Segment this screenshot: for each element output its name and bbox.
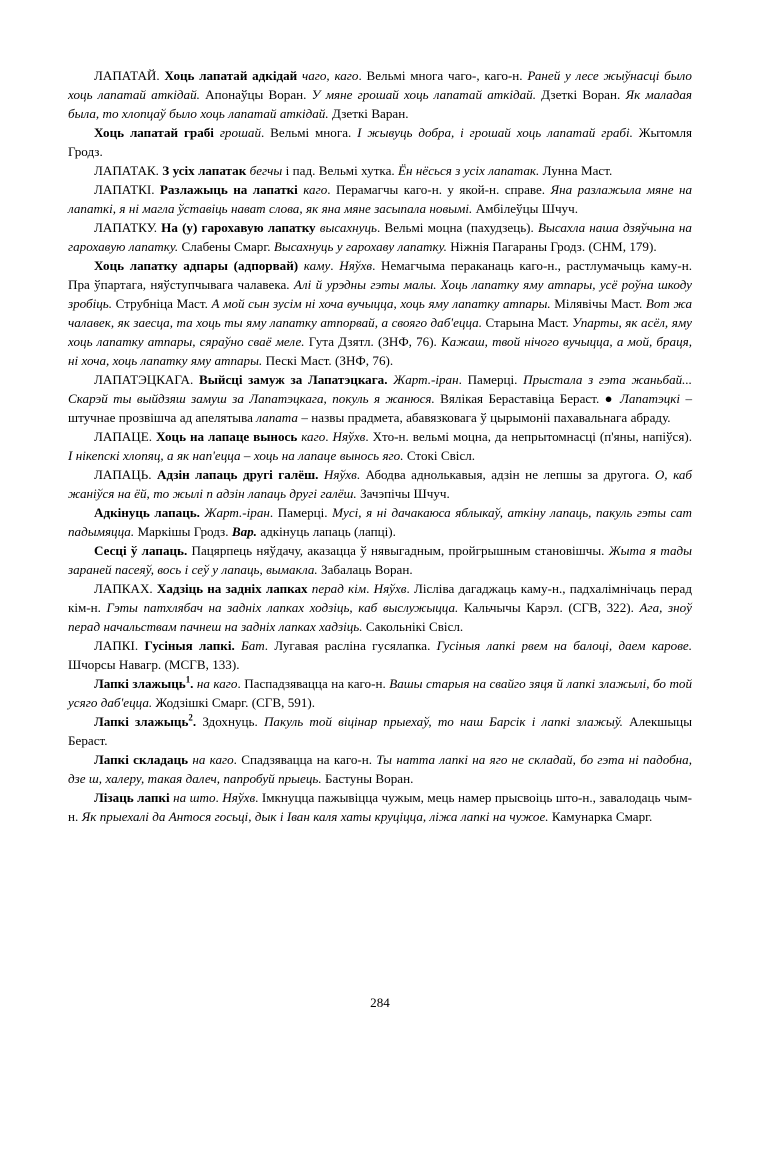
entry-run-cite: І жывуць добра, і грошай хоць лапатай грабі. <box>357 125 633 140</box>
dictionary-entry <box>68 370 692 427</box>
entry-run-gram: грошай <box>219 125 261 140</box>
entry-run-cite: Ага, зноў перад начальствам пачнеш на задніх лапках хадзіць. <box>68 600 692 634</box>
entry-run-src: Старына Маст. <box>481 315 573 330</box>
entry-run-headword: ЛАПКАХ. <box>94 581 157 596</box>
entry-run-cite: Лапатэцкі <box>619 391 681 406</box>
entry-run-src: Сакольнікі Свісл. <box>362 619 464 634</box>
entry-run-def: . <box>366 581 374 596</box>
entry-run-gram: бегчы <box>249 163 283 178</box>
entry-run-cite: Вашы старыя на свайго зяця й лапкі злажылі, бо той усяго даб'ецца. <box>68 676 693 710</box>
dictionary-entry <box>68 579 692 636</box>
dictionary-entry <box>68 66 692 123</box>
entry-run-headword: ЛАПАТКІ. <box>94 182 160 197</box>
entry-run-src: Слабены Смарг. <box>178 239 274 254</box>
entry-run-label: Жарт.-іран <box>204 505 270 520</box>
entry-run-phrase: Лапкі складаць <box>94 752 193 767</box>
entry-run-def: – штучнае прозвішча ад апелятыва <box>68 391 692 425</box>
entry-run-phrase: Лізаць лапкі <box>94 790 174 805</box>
entry-run-gram: высахнуць <box>319 220 377 235</box>
entry-run-cite: Гэты патхлябач на задніх лапках ходзіць, каб выслужыцца. <box>106 600 459 615</box>
entry-run-src: Кальчычы Карэл. (СГВ, 322). <box>458 600 640 615</box>
entry-run-src: Камунарка Смарг. <box>548 809 653 824</box>
entry-run-phrase: Гусіныя лапкі. <box>144 638 242 653</box>
entry-run-cite: Вот жа чалавек, як заесца, та хоць ты яму лапатку атпорвай, а свояго даб'ецца. <box>68 296 692 330</box>
entry-run-def: . Вельмі моцна (пахудзець). <box>377 220 539 235</box>
entry-run-src: Ніжнія Пагараны Гродз. (СНМ, 179). <box>446 239 657 254</box>
entry-run-src: Стокі Свісл. <box>403 448 476 463</box>
entry-run-def: . Памерці. <box>269 505 333 520</box>
dictionary-entry <box>68 256 692 370</box>
entry-run-src: Апонаўцы Воран. <box>199 87 312 102</box>
entry-run-varlabel: Вар. <box>231 524 257 539</box>
entry-run-gram: перад кім <box>311 581 367 596</box>
entry-run-cite: Кажаш, твой нічого вучыцца, а мой, браця, ні хоча, хоць лапатку яму атпары. <box>68 334 693 368</box>
entry-run-src: Струбніца Маст. <box>112 296 212 311</box>
entry-run-headword: ЛАПКІ. <box>94 638 145 653</box>
entry-run-bullet: ● <box>604 391 620 406</box>
entry-run-def: . Імкнуцца пажывіцца чужым, мець намер прысвоіць што-н., завалодаць чым-н. <box>68 790 692 824</box>
entry-run-def: . <box>325 429 333 444</box>
entry-run-phrase: . <box>192 714 203 729</box>
entry-run-label: Няўхв <box>373 581 407 596</box>
entry-run-label: Няўхв <box>222 790 256 805</box>
dictionary-entry <box>68 541 692 579</box>
entry-run-def: . Памерці. <box>458 372 524 387</box>
entry-run-cite: Раней у лесе жыўнасці было хоць лапатай аткідай. <box>68 68 692 102</box>
entry-run-cite: Упарты, як асёл, яму хоць лапатку атпары, сяраўно сваё меле. <box>68 315 692 349</box>
entry-run-phrase: З усіх лапатак <box>162 163 250 178</box>
entry-run-def: . Вельмі многа. <box>261 125 358 140</box>
entry-run-src: Жытомля Гродз. <box>68 125 693 159</box>
entry-run-cite: Мусі, я ні дачакаюса яблыкаў, аткіну лапаць, пакуль гэты сат падымяцца. <box>68 505 692 539</box>
entry-run-src: Бастуны Воран. <box>321 771 414 786</box>
entry-run-src: Шчорсы Навагр. (МСГВ, 133). <box>68 657 240 672</box>
entry-run-phrase: Хадзіць на задніх лапках <box>156 581 312 596</box>
entry-run-phrase: Адкінуць лапаць. <box>94 505 205 520</box>
entry-run-label: Жарт.-іран <box>393 372 459 387</box>
dictionary-entry <box>68 788 692 826</box>
entry-run-phrase: Адзін лапаць другі галёш. <box>157 467 324 482</box>
dictionary-entry <box>68 750 692 788</box>
dictionary-entry <box>68 465 692 503</box>
entry-run-headword: ЛАПАТЭЦКАГА. <box>94 372 199 387</box>
entry-run-src: Пескі Маст. (ЗНФ, 76). <box>262 353 394 368</box>
entry-run-def: адкінуць лапаць (лапці). <box>256 524 396 539</box>
entry-run-cite: Гусіныя лапкі рвем на балоці, даем карове. <box>436 638 692 653</box>
entry-run-src: Дзеткі Варан. <box>328 106 409 121</box>
entry-run-phrase: Выйсці замуж за Лапатэцкага. <box>198 372 394 387</box>
entry-run-cite: Як маладая была, то хлопцаў было хоць лапатай аткідай. <box>68 87 692 121</box>
entry-run-def: і пад. Вельмі хутка. <box>282 163 399 178</box>
entry-run-label: Няўхв <box>323 467 357 482</box>
page-number: 284 <box>370 995 390 1010</box>
entry-run-label: Бат <box>241 638 265 653</box>
entry-run-def: . Паспадзявацца на каго-н. <box>237 676 390 691</box>
dictionary-entry <box>68 161 692 180</box>
entry-run-cite: Яна разлажыла мяне на лапаткі, я ні магла ўставіць нават слова, як яна мяне засыпала новымі. <box>68 182 692 216</box>
entry-run-def: . <box>215 790 223 805</box>
entry-run-src: Лунна Маст. <box>539 163 613 178</box>
entry-run-def: . Лісліва дагаджаць каму-н., падхалімнічаць перад кім-н. <box>68 581 692 615</box>
homonym-index: 2 <box>188 712 193 723</box>
dictionary-entry <box>68 218 692 256</box>
entry-run-gram: каго <box>301 429 326 444</box>
entry-run-phrase: Сесці ў лапаць. <box>94 543 192 558</box>
entry-run-def: . Хто-н. вельмі моцна, да непрытомнасці (п'яны, напіўся). <box>365 429 692 444</box>
entry-run-gram: на што <box>173 790 216 805</box>
dictionary-entry <box>68 503 692 541</box>
entry-run-gram: на каго <box>192 752 234 767</box>
entry-run-gram: каму <box>303 258 331 273</box>
entry-run-def: Пацярпець няўдачу, аказацца ў нявыгадным, пройгрышным становішчы. <box>191 543 609 558</box>
entry-run-gram: каго <box>303 182 328 197</box>
entry-run-src: Алекшыцы Бераст. <box>68 714 692 748</box>
entry-run-phrase: . <box>190 676 197 691</box>
entry-run-cite: У мяне грошай хоць лапатай аткідай. <box>311 87 536 102</box>
entry-run-phrase: Хоць лапатай грабі <box>94 125 220 140</box>
entry-run-phrase: Лапкі злажыць <box>94 714 189 729</box>
entry-run-phrase: Хоць лапатку адпары (адпорвай) <box>94 258 304 273</box>
entry-run-cite: О, каб жаніўся на ёй, то жылі п адзін лапаць другі галёш. <box>68 467 692 501</box>
entry-run-cite: Жыта я тады зараней пасеяў, вось і сеў у лапаць, вымакла. <box>68 543 693 577</box>
entry-run-cite: Як прыехалі да Антося госьці, дык і Іван каля хаты круціцца, ліжа лапкі на чужое. <box>81 809 549 824</box>
entry-run-def: . Спадзявацца на каго-н. <box>233 752 377 767</box>
entry-run-label: Няўхв <box>339 258 373 273</box>
entry-run-gram: чаго, каго <box>301 68 359 83</box>
entry-run-def: . <box>330 258 340 273</box>
entry-run-src: Дзеткі Воран. <box>535 87 626 102</box>
entry-run-src: Вялікая Бераставіца Бераст. <box>434 391 605 406</box>
entry-run-label: Няўхв <box>332 429 366 444</box>
text-column <box>68 66 692 826</box>
entry-run-src: Маркішы Гродз. <box>134 524 232 539</box>
entry-run-cite: І нікепскі хлопяц, а як нап'ецца – хоць на лапаце вынось яго. <box>68 448 404 463</box>
entry-run-headword: ЛАПАТАК. <box>94 163 163 178</box>
entry-run-headword: ЛАПАЦЕ. <box>94 429 156 444</box>
entry-run-headword: ЛАПАТАЙ. <box>94 68 165 83</box>
dictionary-entry <box>68 636 692 674</box>
entry-run-src: Мілявічы Маст. <box>550 296 646 311</box>
entry-run-cite: Высахнуць у гарохаву лапатку. <box>273 239 447 254</box>
entry-run-def: Здохнуць. <box>202 714 264 729</box>
entry-run-def: . Немагчыма пераканаць каго-н., растлумачыць каму-н. Пра ўпартага, няўступчывага чалавека. <box>68 258 692 292</box>
dictionary-entry <box>68 123 692 161</box>
entry-run-src: Амбілеўцы Шчуч. <box>472 201 578 216</box>
entry-run-phrase: Лапкі злажыць <box>94 676 186 691</box>
dictionary-entry <box>68 180 692 218</box>
dictionary-entry <box>68 712 692 750</box>
entry-run-def: . Лугавая расліна гусялапка. <box>264 638 437 653</box>
entry-run-def: . Перамагчы каго-н. у якой-н. справе. <box>327 182 551 197</box>
dictionary-entry <box>68 674 692 712</box>
entry-run-phrase: Разлажыць на лапаткі <box>159 182 304 197</box>
entry-run-src: Жодзішкі Смарг. (СГВ, 591). <box>152 695 316 710</box>
entry-run-phrase: На (у) гарохавую лапатку <box>161 220 320 235</box>
entry-run-headword: ЛАПАЦЬ. <box>94 467 157 482</box>
entry-run-def: . Абодва аднолькавыя, адзін не лепшы за другога. <box>356 467 655 482</box>
entry-run-phrase: Хоць лапатай адкідай <box>164 68 302 83</box>
entry-run-gram: на каго <box>196 676 238 691</box>
entry-run-cite: Алі й урэдны гэты малы. Хоць лапатку яму атпары, усё роўна шкоду зробіць. <box>68 277 692 311</box>
entry-run-src: Гута Дзятл. (ЗНФ, 76). <box>304 334 441 349</box>
dictionary-entry <box>68 427 692 465</box>
entry-run-cite: Ты натта лапкі на яго не складай, бо гэта ні падобна, дзе ш, халеру, такая далеч, папробуй прыець. <box>68 752 692 786</box>
entry-run-src: Зачэпічы Шчуч. <box>356 486 450 501</box>
homonym-index: 1 <box>185 674 191 685</box>
entry-run-def: . Вельмі многа чаго-, каго-н. <box>358 68 528 83</box>
entry-run-def: – назвы прадмета, абавязковага ў цырымоніі пахавальнага абраду. <box>297 410 671 425</box>
entry-run-phrase: Хоць на лапаце вынось <box>155 429 302 444</box>
entry-run-headword: ЛАПАТКУ. <box>94 220 162 235</box>
entry-run-cite: лапата <box>256 410 298 425</box>
entry-run-cite: А мой сын зусім ні хоча вучыцца, хоць яму лапатку атпары. <box>211 296 551 311</box>
entry-run-cite: Пакуль той віцінар прыехаў, то наш Барсік і лапкі злажыў. <box>263 714 623 729</box>
entry-run-src: Забалаць Воран. <box>317 562 413 577</box>
entry-run-cite: Ён нёсься з усіх лапатак. <box>398 163 540 178</box>
entry-run-cite: Высахла наша дзяўчына на гарохавую лапатку. <box>68 220 692 254</box>
entry-run-cite: Прыстала з гэта жаньбай... Скарэй ты выйдзяш замуш за Лапатэцкага, покуль я жанюся. <box>68 372 692 406</box>
